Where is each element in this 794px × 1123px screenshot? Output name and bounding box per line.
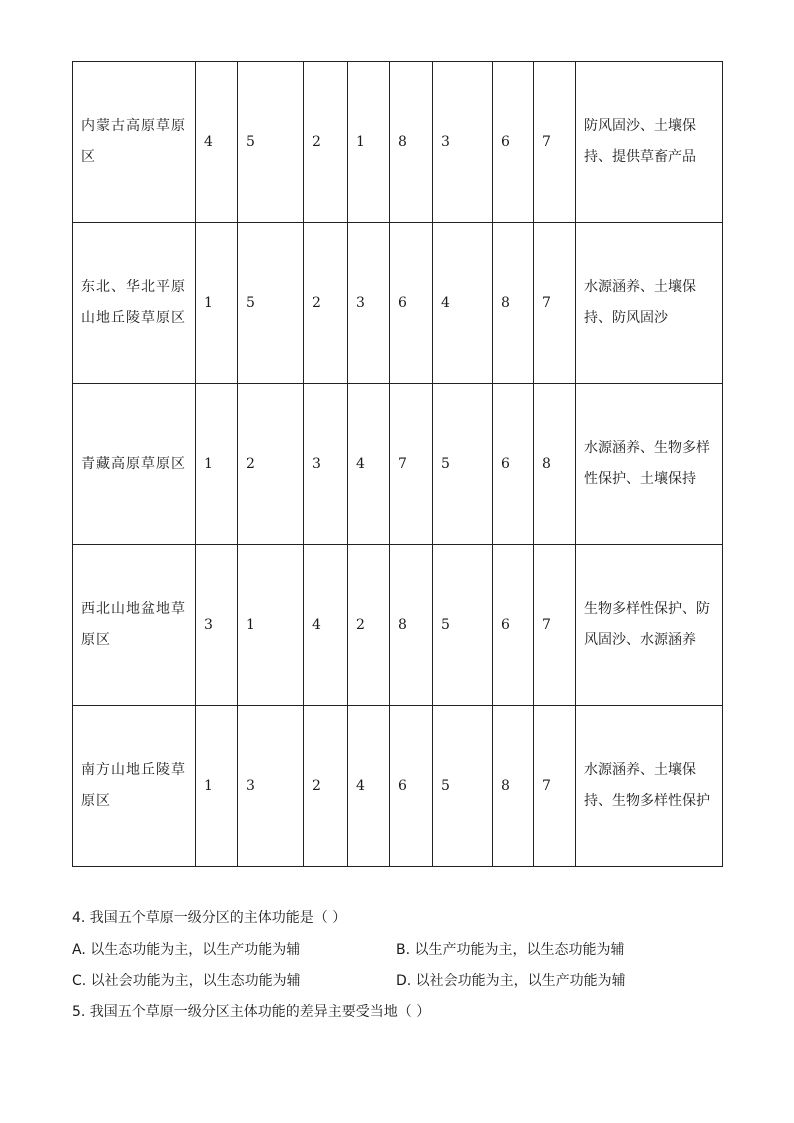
value-cell: 1 xyxy=(196,384,238,545)
table-row xyxy=(73,706,723,867)
value-cell: 4 xyxy=(348,706,390,867)
value-cell: 3 xyxy=(348,223,390,384)
table-row xyxy=(73,62,723,223)
value-cell: 5 xyxy=(238,223,304,384)
region-name: 青藏高原草原区 xyxy=(73,384,196,545)
value-cell: 6 xyxy=(493,545,534,706)
value-cell: 8 xyxy=(493,706,534,867)
value-cell: 1 xyxy=(238,545,304,706)
value-cell: 6 xyxy=(493,62,534,223)
grassland-function-table xyxy=(72,61,723,867)
question-4-option-b[interactable]: B. 以生产功能为主，以生态功能为辅 xyxy=(396,942,625,958)
value-cell: 7 xyxy=(390,384,433,545)
main-function: 水源涵养、土壤保持、生物多样性保护 xyxy=(576,706,723,867)
value-cell: 4 xyxy=(433,223,493,384)
value-cell: 6 xyxy=(493,384,534,545)
value-cell: 5 xyxy=(433,384,493,545)
value-cell: 2 xyxy=(238,384,304,545)
value-cell: 8 xyxy=(534,384,576,545)
value-cell: 2 xyxy=(304,62,348,223)
value-cell: 7 xyxy=(534,223,576,384)
main-function: 水源涵养、生物多样性保护、土壤保持 xyxy=(576,384,723,545)
region-name: 西北山地盆地草原区 xyxy=(73,545,196,706)
value-cell: 8 xyxy=(390,545,433,706)
main-function: 水源涵养、土壤保持、防风固沙 xyxy=(576,223,723,384)
value-cell: 7 xyxy=(534,62,576,223)
value-cell: 3 xyxy=(196,545,238,706)
value-cell: 1 xyxy=(348,62,390,223)
value-cell: 3 xyxy=(304,384,348,545)
value-cell: 4 xyxy=(304,545,348,706)
question-4-text: 4. 我国五个草原一级分区的主体功能是（ ） xyxy=(72,910,347,926)
region-name: 内蒙古高原草原区 xyxy=(73,62,196,223)
value-cell: 6 xyxy=(390,223,433,384)
value-cell: 5 xyxy=(238,62,304,223)
table-row xyxy=(73,545,723,706)
question-4-option-a[interactable]: A. 以生态功能为主，以生产功能为辅 xyxy=(72,942,301,958)
value-cell: 2 xyxy=(304,223,348,384)
table-row xyxy=(73,384,723,545)
value-cell: 1 xyxy=(196,706,238,867)
value-cell: 3 xyxy=(433,62,493,223)
question-4-option-d[interactable]: D. 以社会功能为主，以生产功能为辅 xyxy=(396,973,626,989)
value-cell: 5 xyxy=(433,706,493,867)
table-row xyxy=(73,223,723,384)
value-cell: 7 xyxy=(534,706,576,867)
question-5-text: 5. 我国五个草原一级分区主体功能的差异主要受当地（ ） xyxy=(72,1004,431,1020)
main-function: 防风固沙、土壤保持、提供草畜产品 xyxy=(576,62,723,223)
value-cell: 2 xyxy=(348,545,390,706)
value-cell: 8 xyxy=(493,223,534,384)
question-4-option-c[interactable]: C. 以社会功能为主，以生态功能为辅 xyxy=(72,973,301,989)
value-cell: 8 xyxy=(390,62,433,223)
value-cell: 1 xyxy=(196,223,238,384)
value-cell: 5 xyxy=(433,545,493,706)
value-cell: 7 xyxy=(534,545,576,706)
region-name: 南方山地丘陵草原区 xyxy=(73,706,196,867)
value-cell: 4 xyxy=(348,384,390,545)
value-cell: 2 xyxy=(304,706,348,867)
region-name: 东北、华北平原山地丘陵草原区 xyxy=(73,223,196,384)
value-cell: 6 xyxy=(390,706,433,867)
main-function: 生物多样性保护、防风固沙、水源涵养 xyxy=(576,545,723,706)
value-cell: 4 xyxy=(196,62,238,223)
value-cell: 3 xyxy=(238,706,304,867)
